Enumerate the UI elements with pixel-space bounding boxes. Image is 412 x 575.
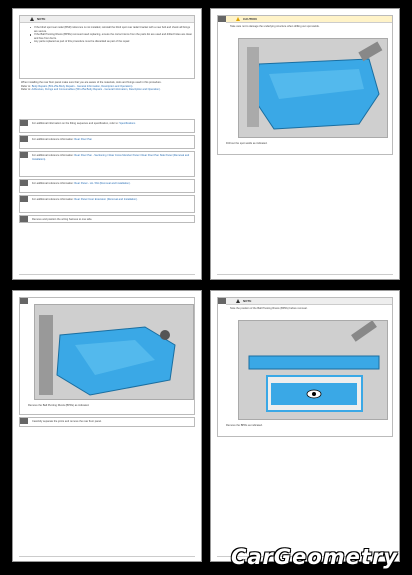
step-text: For additional reference information:	[32, 182, 74, 185]
step-text: For additional information on the fitting sequence and specification, refer to:	[32, 122, 119, 125]
step-text: For additional reference information:	[32, 138, 74, 141]
note-text: Note the position of the Ball Pivoting Rivets (BPRs) before removal.	[230, 307, 308, 310]
step-number: 10	[218, 298, 226, 304]
page-1	[12, 8, 202, 280]
page-4	[210, 290, 400, 562]
note-bullet-3: Any parts replaced as part of this procedure must be discarded as part of the repair.	[20, 40, 194, 44]
page-footer	[19, 274, 195, 275]
step-number: 2	[20, 136, 28, 142]
intro-ref1-prefix: Refer to:	[21, 84, 31, 88]
step-number: 6	[20, 216, 28, 222]
step-link[interactable]: Rear Panel Inner Extension (Removal and Installation).	[74, 198, 138, 201]
step-9-caption: Carefully separate the joints and remove the rear floor panel.	[32, 420, 102, 423]
caution-label: CAUTION	[243, 17, 257, 21]
intro-ref2-prefix: Refer to:	[21, 88, 31, 92]
step-number: 3	[20, 152, 28, 158]
step-number: 4	[20, 180, 28, 186]
bpr-image	[34, 304, 194, 400]
step-text: For additional reference information:	[32, 198, 74, 201]
step-1	[19, 119, 195, 133]
step-4	[19, 179, 195, 193]
page-footer	[19, 556, 195, 557]
step-10-caption: Remove the BPRs as indicated.	[226, 424, 263, 427]
note-label: NOTE	[243, 299, 252, 303]
step-link[interactable]: Specifications	[119, 122, 136, 125]
intro-text: When installing the rear floor panel make sure that you are aware of the materials, tools and fixings used in this procedure.	[21, 81, 162, 84]
rivet-drawing	[239, 321, 388, 420]
warning-icon	[30, 17, 34, 21]
step-9	[19, 417, 195, 427]
step-number: 9	[20, 418, 28, 424]
caution-icon	[236, 17, 240, 21]
step-link[interactable]: Rear Floor Pan - Sectioning / Rear Cross Member Panel / Rear Floor Pan Side Panel (Removal and Installation).	[32, 154, 190, 161]
bpr-drawing	[35, 305, 194, 400]
step-8	[19, 297, 195, 415]
page-2	[210, 8, 400, 280]
floor-panel-drawing	[239, 39, 388, 138]
step-number: 8	[20, 298, 28, 304]
step-text: Remove and position the wiring harness to one side.	[32, 218, 93, 221]
step-link[interactable]: Rear Floor Pan	[74, 138, 92, 141]
step-number: 7	[218, 16, 226, 22]
intro-ref-link-2[interactable]: Adhesives, Fixings and Consumables (501-25a Body Repairs - General Information, Description and Operation).	[31, 88, 161, 92]
note-box	[19, 15, 195, 79]
page-3	[12, 290, 202, 562]
step-number: 1	[20, 120, 28, 126]
step-link[interactable]: Rear Panel - LH / RH (Removal and Installation).	[74, 182, 131, 185]
step-7	[217, 15, 393, 155]
step-2	[19, 135, 195, 149]
intro	[21, 81, 193, 92]
step-text: For additional reference information:	[32, 154, 74, 157]
intro-ref-link-1[interactable]: Body Repairs (501-25a Body Repairs - General Information, Description and Operation).	[31, 84, 134, 88]
floor-panel-image	[238, 38, 388, 138]
page-footer	[217, 274, 393, 275]
step-7-caption: Drill out the spot welds as indicated.	[226, 142, 268, 145]
rivet-image	[238, 320, 388, 420]
watermark: CarGeometry	[230, 545, 398, 569]
step-5	[19, 195, 195, 213]
note-bullet-2: If the Ball Pivoting Rivets (BPRs) removed need replacing, ensure the correct items from the parts list are used and drilled holes are clean and free from burrs.	[20, 33, 194, 40]
note-label: NOTE	[37, 17, 46, 21]
step-10	[217, 297, 393, 437]
note-icon	[236, 299, 240, 303]
note-bullet-1: If the blind spot rear radar (BSR) reference is not installed, reinstall the blind spot rear radar bracket with a new bolt and check all fixings are secure.	[20, 26, 194, 33]
caution-text: Take care not to damage the underlying structure when drilling out spot welds.	[230, 25, 320, 28]
step-8-caption: Remove the Ball Pivoting Rivets (BPRs) as indicated.	[28, 404, 90, 407]
step-3	[19, 151, 195, 177]
step-number: 5	[20, 196, 28, 202]
step-6	[19, 215, 195, 223]
